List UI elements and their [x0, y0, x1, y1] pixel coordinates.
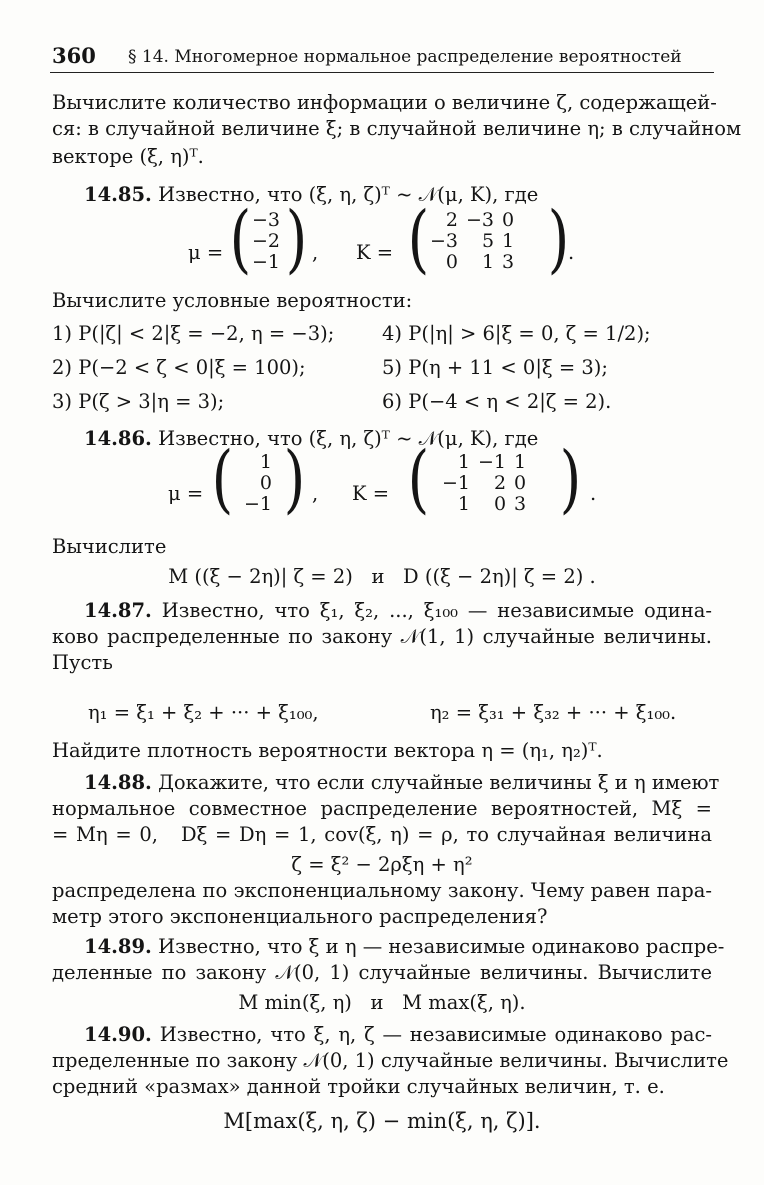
problem-text: ково распределенные по закону 𝒩(1, 1) случайные величины. — [52, 625, 712, 648]
problem-number: 14.85. — [84, 183, 152, 206]
problem-14-90-line — [52, 1024, 712, 1045]
header-rule — [50, 72, 714, 73]
matrix-cell: 0 — [493, 493, 507, 515]
formula: ζ = ξ² − 2ρξη + η² — [291, 853, 473, 876]
right-paren: ) — [559, 436, 582, 522]
matrix-cell: 3 — [514, 493, 527, 515]
section-title: § 14. Многомерное нормальное распределение вероятностей — [128, 47, 682, 67]
left-paren: ( — [407, 436, 430, 522]
k-label: K = — [356, 241, 394, 264]
matrix-cell: 1 — [457, 451, 471, 473]
matrix-cell: −1 — [252, 251, 281, 273]
page-number: 360 — [52, 43, 96, 68]
list-item: 3) P(ζ > 3|η = 3); — [52, 390, 225, 413]
intro-line: ся: в случайной величине ξ; в случайной величине η; в случайном — [52, 117, 742, 140]
formula: η₂ = ξ₃₁ + ξ₃₂ + ··· + ξ₁₀₀. — [430, 701, 677, 724]
problem-text: пределенные по закону 𝒩(0, 1) случайные величины. Вычислите — [52, 1049, 729, 1072]
comma: , — [312, 241, 319, 264]
problem-text: = Mη = 0, Dξ = Dη = 1, cov(ξ, η) = ρ, то случайная величина — [52, 823, 712, 846]
right-paren: ) — [283, 436, 306, 522]
problem-number: 14.88. — [84, 771, 152, 794]
problem-number: 14.89. — [84, 935, 152, 958]
mu-vector — [248, 210, 284, 273]
matrix-cell: 1 — [259, 451, 273, 473]
problem-text: Известно, что ξ, η, ζ — независимые одинаково рас- — [159, 1023, 713, 1046]
problem-text: Известно, что (ξ, η, ζ)ᵀ ~ 𝒩(μ, K), где — [158, 183, 539, 206]
period: . — [590, 482, 597, 505]
problem-number: 14.86. — [84, 427, 152, 450]
mu-vector — [240, 452, 276, 515]
formula: M ((ξ − 2η)| ζ = 2) и D ((ξ − 2η)| ζ = 2) . — [168, 565, 596, 588]
problem-text: метр этого экспоненциального распределения? — [52, 905, 548, 928]
intro-line: Вычислите количество информации о величине ζ, содержащей- — [52, 91, 717, 114]
problem-text: Известно, что ξ и η — независимые одинаково распре- — [158, 935, 725, 958]
matrix-cell: −1 — [442, 472, 471, 494]
matrix-cell: −3 — [466, 209, 495, 231]
k-label: K = — [352, 482, 390, 505]
problem-text: Известно, что ξ₁, ξ₂, ..., ξ₁₀₀ — независимые одина- — [161, 599, 713, 622]
problem-text: деленные по закону 𝒩(0, 1) случайные величины. Вычислите — [52, 961, 712, 984]
problem-number: 14.87. — [84, 599, 152, 622]
problem-number: 14.90. — [84, 1023, 152, 1046]
mu-label: μ = — [188, 241, 224, 264]
matrix-cell: 2 — [445, 209, 459, 231]
problem-14-85-header — [84, 184, 538, 205]
comma: , — [312, 482, 319, 505]
matrix-cell: −1 — [244, 493, 273, 515]
problem-text: Найдите плотность вероятности вектора η = (η₁, η₂)ᵀ. — [52, 739, 603, 762]
matrix-cell: 1 — [457, 493, 471, 515]
matrix-cell: 0 — [502, 209, 515, 231]
problem-14-87-line — [52, 600, 712, 621]
formula: M[max(ξ, η, ζ) − min(ξ, η, ζ)]. — [223, 1109, 541, 1133]
problem-text: Докажите, что если случайные величины ξ и η имеют — [158, 771, 720, 794]
matrix-cell: −1 — [478, 451, 507, 473]
problem-text: Вычислите условные вероятности: — [52, 289, 413, 312]
matrix-cell: 3 — [502, 251, 515, 273]
problem-14-88-line — [52, 771, 720, 794]
problem-text: Вычислите — [52, 535, 167, 558]
intro-line: векторе (ξ, η)ᵀ. — [52, 145, 204, 168]
matrix-cell: 5 — [481, 230, 495, 252]
problem-14-89-line — [52, 935, 725, 958]
formula: η₁ = ξ₁ + ξ₂ + ··· + ξ₁₀₀, — [88, 701, 319, 724]
formula: M min(ξ, η) и M max(ξ, η). — [238, 991, 526, 1014]
period: . — [568, 241, 575, 264]
problem-text: распределена по экспоненциальному закону. Чему равен пара- — [52, 879, 712, 902]
problem-text: нормальное совместное распределение вероятностей, Mξ = — [52, 797, 712, 820]
list-item: 4) P(|η| > 6|ξ = 0, ζ = 1/2); — [382, 322, 651, 345]
matrix-cell: 1 — [514, 451, 527, 473]
mu-label: μ = — [168, 482, 204, 505]
matrix-cell: 2 — [493, 472, 507, 494]
right-paren: ) — [547, 196, 570, 282]
problem-14-86-header — [84, 428, 538, 449]
left-paren: ( — [407, 196, 430, 282]
list-item: 6) P(−4 < η < 2|ζ = 2). — [382, 390, 612, 413]
problem-text: Пусть — [52, 651, 113, 674]
matrix-cell: 0 — [514, 472, 527, 494]
list-item: 5) P(η + 11 < 0|ξ = 3); — [382, 356, 608, 379]
list-item: 2) P(−2 < ζ < 0|ξ = 100); — [52, 356, 306, 379]
problem-text: Известно, что (ξ, η, ζ)ᵀ ~ 𝒩(μ, K), где — [158, 427, 539, 450]
matrix-cell: −3 — [430, 230, 459, 252]
problem-text: средний «размах» данной тройки случайных величин, т. е. — [52, 1075, 665, 1098]
matrix-cell: −3 — [252, 209, 281, 231]
matrix-cell: −2 — [252, 230, 281, 252]
right-paren: ) — [285, 196, 308, 282]
list-item: 1) P(|ζ| < 2|ξ = −2, η = −3); — [52, 322, 335, 345]
matrix-cell: 1 — [502, 230, 515, 252]
matrix-cell: 0 — [259, 472, 273, 494]
k-matrix — [426, 210, 518, 273]
left-paren: ( — [211, 436, 234, 522]
k-matrix — [438, 452, 530, 515]
left-paren: ( — [229, 196, 252, 282]
matrix-cell: 0 — [445, 251, 459, 273]
matrix-cell: 1 — [481, 251, 495, 273]
